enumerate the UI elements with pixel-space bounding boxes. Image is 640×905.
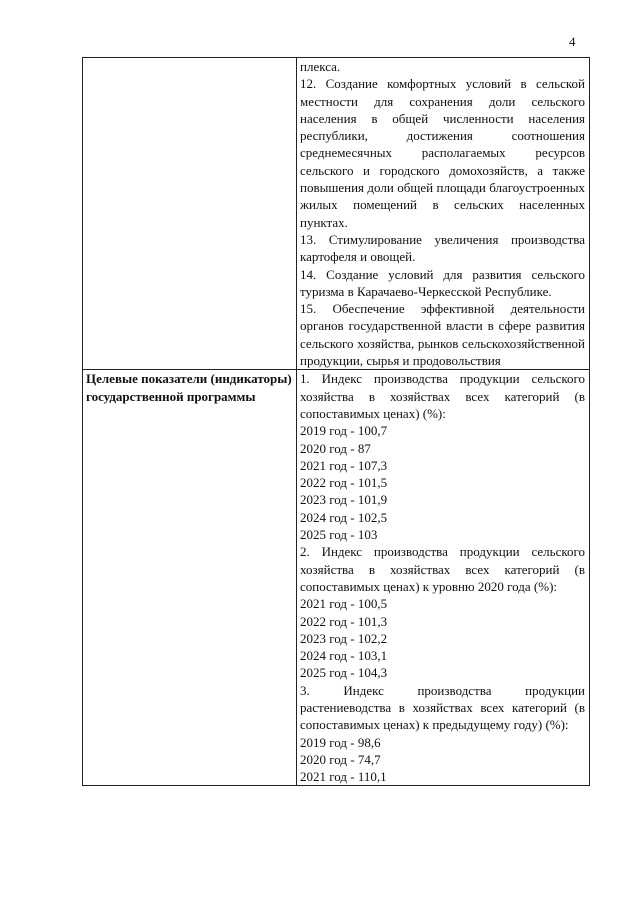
indicator-value: 2022 год - 101,3 — [300, 613, 388, 629]
indicator-value: 2023 год - 102,2 — [300, 630, 388, 646]
list-item: 13. Стимулирование увеличения производства картофеля и овощей. — [300, 231, 585, 265]
table-row — [83, 370, 590, 786]
indicator-value: 2022 год - 101,5 — [300, 475, 388, 491]
indicator-heading: 1. Индекс производства продукции сельского хозяйства в хозяйствах всех категорий (в сопоставимых ценах) (%): — [300, 371, 585, 421]
indicator-value: 2019 год - 100,7 — [300, 423, 388, 439]
target-indicators-cell — [297, 370, 590, 786]
indicator-value: 2021 год - 107,3 — [300, 457, 388, 473]
target-indicators-label: Целевые показатели (индикаторы) государственной программы — [83, 370, 297, 786]
indicator-value: 2024 год - 102,5 — [300, 509, 388, 525]
indicator-value: 2025 год - 103 — [300, 527, 378, 543]
indicator-heading: 2. Индекс производства продукции сельского хозяйства в хозяйствах всех категорий (в сопоставимых ценах) к уровню 2020 года (%): — [300, 544, 585, 594]
indicator-value: 2019 год - 98,6 — [300, 734, 381, 750]
indicator-value: 2020 год - 74,7 — [300, 751, 381, 767]
list-item: плекса. — [300, 59, 341, 74]
program-tasks-cell — [297, 58, 590, 370]
program-passport-table — [82, 57, 590, 786]
table-row — [83, 58, 590, 370]
list-item: 12. Создание комфортных условий в сельской местности для сохранения доли сельского населения в общей численности населения республики, достижения соотношения среднемесячных располагаемых ресурсов сельского и городского домохозяйств, а также повышения доли общей площади благоустроенных жилых помещений в сельских населенных пунктах. — [300, 76, 585, 230]
indicator-value: 2021 год - 110,1 — [300, 769, 387, 785]
indicator-value: 2023 год - 101,9 — [300, 492, 388, 508]
list-item: 14. Создание условий для развития сельского туризма в Карачаево-Черкесской Республике. — [300, 266, 585, 299]
row-label-empty — [83, 58, 297, 370]
indicator-heading: 3. Индекс производства продукции растениеводства в хозяйствах всех категорий (в сопоставимых ценах) к предыдущему году) (%): — [300, 682, 585, 733]
page-number: 4 — [569, 34, 576, 49]
indicator-value: 2020 год - 87 — [300, 440, 371, 456]
list-item: 15. Обеспечение эффективной деятельности органов государственной власти в сфере развития сельского хозяйства, рынков сельскохозяйственной продукции, сырья и продовольствия — [300, 301, 585, 369]
indicator-value: 2025 год - 104,3 — [300, 665, 388, 681]
indicator-value: 2024 год - 103,1 — [300, 648, 388, 664]
indicator-value: 2021 год - 100,5 — [300, 596, 388, 612]
